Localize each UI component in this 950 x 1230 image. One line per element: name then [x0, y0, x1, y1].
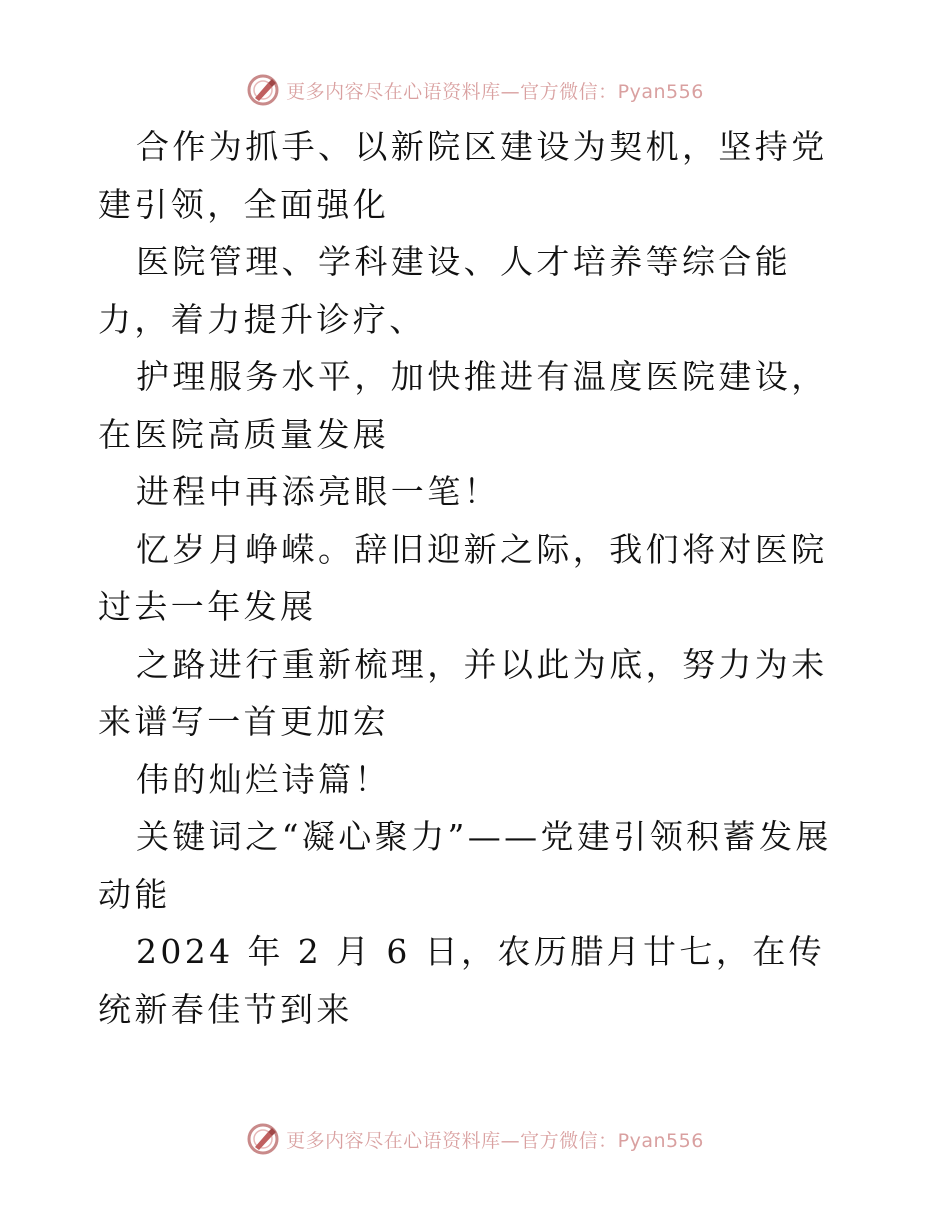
- paragraph: 医院管理、学科建设、人才培养等综合能力，着力提升诊疗、: [98, 242, 792, 339]
- paragraph: 进程中再添亮眼一笔！: [136, 472, 500, 511]
- paragraph: 忆岁月峥嵘。辞旧迎新之际，我们将对医院过去一年发展: [98, 529, 828, 626]
- header-watermark: [0, 70, 950, 110]
- document-body: [98, 118, 858, 1038]
- pen-nib-icon: [246, 1122, 280, 1156]
- paragraph: 护理服务水平，加快推进有温度医院建设，在医院高质量发展: [98, 357, 828, 454]
- paragraph: 2024 年 2 月 6 日，农历腊月廿七，在传统新春佳节到来: [98, 932, 826, 1029]
- footer-watermark-text: 更多内容尽在心语资料库—官方微信：Pyan556: [286, 1129, 704, 1152]
- paragraph: 关键词之“凝心聚力”——党建引领积蓄发展动能: [98, 817, 832, 914]
- paragraph: 之路进行重新梳理，并以此为底，努力为未来谱写一首更加宏: [98, 644, 828, 741]
- header-watermark-text: 更多内容尽在心语资料库—官方微信：Pyan556: [286, 80, 704, 103]
- pen-nib-icon: [246, 73, 280, 107]
- paragraph: 合作为抓手、以新院区建设为契机，坚持党建引领，全面强化: [98, 127, 828, 224]
- footer-watermark: [0, 1119, 950, 1159]
- paragraph: 伟的灿烂诗篇！: [136, 759, 391, 799]
